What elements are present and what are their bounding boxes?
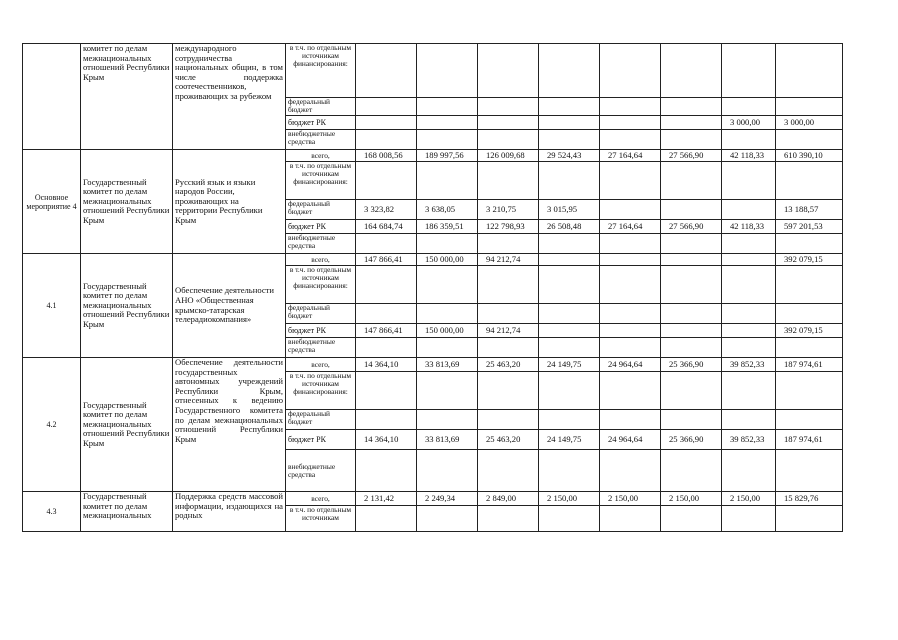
activity-name-cell: Поддержка средств массовой информации, издающихся на родных (173, 492, 286, 532)
value-cell (478, 338, 539, 358)
value-cell (661, 116, 722, 130)
row-number-cell (23, 44, 81, 150)
value-cell: 186 359,51 (417, 220, 478, 234)
value-cell (478, 450, 539, 492)
value-cell (539, 234, 600, 254)
value-cell (356, 44, 417, 98)
value-cell (417, 162, 478, 200)
value-cell: 33 813,69 (417, 358, 478, 372)
value-cell (478, 130, 539, 150)
value-cell (600, 338, 661, 358)
value-cell: 3 015,95 (539, 200, 600, 220)
source-cell: в т.ч. по отдельным источникам финансирования: (286, 266, 356, 304)
value-cell (539, 450, 600, 492)
value-cell (776, 266, 843, 304)
activity-name-cell: Обеспечение деятельности государственных автономных учреждений Республики Крым, отнесенных к ведению Государственного комитета по делам межнациональных отношений Республики Крым (173, 358, 286, 492)
value-cell (539, 324, 600, 338)
value-cell (661, 254, 722, 266)
value-cell (539, 266, 600, 304)
value-cell: 14 364,10 (356, 430, 417, 450)
value-cell: 94 212,74 (478, 324, 539, 338)
value-cell: 27 164,64 (600, 220, 661, 234)
value-cell (356, 372, 417, 410)
value-cell (661, 44, 722, 98)
value-cell (600, 410, 661, 430)
source-cell: федеральный бюджет (286, 304, 356, 324)
value-cell (722, 410, 776, 430)
value-cell (776, 130, 843, 150)
value-cell (600, 234, 661, 254)
value-cell: 2 131,42 (356, 492, 417, 506)
value-cell (722, 324, 776, 338)
value-cell (478, 98, 539, 116)
row-number-cell: 4.2 (23, 358, 81, 492)
value-cell (356, 162, 417, 200)
activity-name-cell: Русский язык и языки народов России, проживающих на территории Республики Крым (173, 150, 286, 254)
value-cell: 25 366,90 (661, 430, 722, 450)
value-cell: 25 463,20 (478, 430, 539, 450)
row-number-cell: Основное мероприятие 4 (23, 150, 81, 254)
value-cell: 14 364,10 (356, 358, 417, 372)
value-cell: 24 964,64 (600, 430, 661, 450)
value-cell (600, 254, 661, 266)
value-cell (722, 130, 776, 150)
value-cell (776, 162, 843, 200)
value-cell: 27 566,90 (661, 220, 722, 234)
value-cell (722, 506, 776, 532)
value-cell (539, 44, 600, 98)
value-cell (417, 266, 478, 304)
source-cell: бюджет РК (286, 116, 356, 130)
value-cell: 94 212,74 (478, 254, 539, 266)
value-cell (478, 506, 539, 532)
source-cell: бюджет РК (286, 324, 356, 338)
value-cell (478, 304, 539, 324)
value-cell (776, 98, 843, 116)
value-cell: 24 149,75 (539, 358, 600, 372)
value-cell (776, 234, 843, 254)
value-cell (356, 116, 417, 130)
value-cell (722, 450, 776, 492)
value-cell (539, 338, 600, 358)
value-cell: 25 366,90 (661, 358, 722, 372)
value-cell: 27 164,64 (600, 150, 661, 162)
value-cell (417, 450, 478, 492)
activity-name-cell: Обеспечение деятельности АНО «Общественная крымско-татарская телерадиокомпания» (173, 254, 286, 358)
source-cell: внебюджетные средства (286, 338, 356, 358)
value-cell (417, 304, 478, 324)
value-cell (539, 116, 600, 130)
value-cell: 126 009,68 (478, 150, 539, 162)
value-cell (722, 304, 776, 324)
value-cell (600, 98, 661, 116)
source-cell: всего, (286, 150, 356, 162)
value-cell: 164 684,74 (356, 220, 417, 234)
value-cell: 2 249,34 (417, 492, 478, 506)
value-cell (539, 98, 600, 116)
source-cell: внебюджетные средства (286, 234, 356, 254)
value-cell (356, 450, 417, 492)
value-cell (417, 338, 478, 358)
executor-cell: Государственный комитет по делам межнациональных (81, 492, 173, 532)
value-cell: 2 849,00 (478, 492, 539, 506)
value-cell: 2 150,00 (661, 492, 722, 506)
value-cell: 122 798,93 (478, 220, 539, 234)
value-cell: 39 852,33 (722, 430, 776, 450)
value-cell (661, 162, 722, 200)
value-cell: 189 997,56 (417, 150, 478, 162)
value-cell (356, 130, 417, 150)
value-cell (417, 372, 478, 410)
value-cell (417, 98, 478, 116)
value-cell (661, 450, 722, 492)
table-row (23, 492, 843, 506)
value-cell (776, 506, 843, 532)
value-cell (661, 234, 722, 254)
value-cell (722, 266, 776, 304)
value-cell (539, 254, 600, 266)
value-cell (539, 304, 600, 324)
value-cell: 147 866,41 (356, 254, 417, 266)
value-cell (600, 266, 661, 304)
activity-name-cell: международного сотрудничества национальных общин, в том числе поддержка соотечественников, проживающих за рубежом (173, 44, 286, 150)
value-cell (356, 304, 417, 324)
value-cell (776, 304, 843, 324)
value-cell (600, 372, 661, 410)
value-cell: 392 079,15 (776, 324, 843, 338)
value-cell (661, 372, 722, 410)
value-cell: 3 323,82 (356, 200, 417, 220)
value-cell (661, 130, 722, 150)
source-cell: федеральный бюджет (286, 98, 356, 116)
table-row (23, 150, 843, 162)
value-cell (600, 304, 661, 324)
value-cell (722, 234, 776, 254)
value-cell: 24 149,75 (539, 430, 600, 450)
value-cell (661, 338, 722, 358)
value-cell (417, 506, 478, 532)
value-cell (776, 410, 843, 430)
value-cell (722, 254, 776, 266)
source-cell: всего, (286, 492, 356, 506)
value-cell: 42 118,33 (722, 150, 776, 162)
value-cell (600, 44, 661, 98)
value-cell (661, 266, 722, 304)
value-cell: 610 390,10 (776, 150, 843, 162)
value-cell (478, 162, 539, 200)
value-cell: 33 813,69 (417, 430, 478, 450)
value-cell (722, 338, 776, 358)
value-cell: 26 508,48 (539, 220, 600, 234)
value-cell (661, 410, 722, 430)
value-cell (600, 450, 661, 492)
value-cell (417, 130, 478, 150)
value-cell: 29 524,43 (539, 150, 600, 162)
value-cell (776, 44, 843, 98)
value-cell (356, 506, 417, 532)
value-cell (661, 98, 722, 116)
value-cell (478, 116, 539, 130)
value-cell: 187 974,61 (776, 430, 843, 450)
source-cell: в т.ч. по отдельным источникам финансирования: (286, 372, 356, 410)
source-cell: в т.ч. по отдельным источникам финансирования: (286, 162, 356, 200)
value-cell (417, 410, 478, 430)
value-cell (417, 116, 478, 130)
value-cell: 150 000,00 (417, 254, 478, 266)
executor-cell: Государственный комитет по делам межнациональных отношений Республики Крым (81, 254, 173, 358)
value-cell (356, 338, 417, 358)
source-cell: в т.ч. по отдельным источникам (286, 506, 356, 532)
value-cell: 3 210,75 (478, 200, 539, 220)
value-cell (600, 324, 661, 338)
value-cell: 2 150,00 (600, 492, 661, 506)
value-cell (356, 266, 417, 304)
executor-cell: комитет по делам межнациональных отношений Республики Крым (81, 44, 173, 150)
source-cell: внебюджетные средства (286, 130, 356, 150)
value-cell: 42 118,33 (722, 220, 776, 234)
value-cell: 24 964,64 (600, 358, 661, 372)
value-cell (722, 200, 776, 220)
value-cell: 3 638,05 (417, 200, 478, 220)
source-cell: федеральный бюджет (286, 200, 356, 220)
value-cell (478, 234, 539, 254)
source-cell: бюджет РК (286, 220, 356, 234)
value-cell (722, 44, 776, 98)
value-cell: 147 866,41 (356, 324, 417, 338)
value-cell: 2 150,00 (722, 492, 776, 506)
value-cell (478, 372, 539, 410)
value-cell: 13 188,57 (776, 200, 843, 220)
value-cell (539, 130, 600, 150)
value-cell (776, 372, 843, 410)
value-cell (478, 410, 539, 430)
source-cell: в т.ч. по отдельным источникам финансирования: (286, 44, 356, 98)
value-cell: 3 000,00 (776, 116, 843, 130)
value-cell (539, 372, 600, 410)
value-cell (539, 410, 600, 430)
value-cell (661, 304, 722, 324)
table-row (23, 254, 843, 266)
table-row (23, 44, 843, 98)
executor-cell: Государственный комитет по делам межнациональных отношений Республики Крым (81, 358, 173, 492)
value-cell (722, 162, 776, 200)
value-cell (661, 324, 722, 338)
value-cell (600, 162, 661, 200)
value-cell (539, 506, 600, 532)
value-cell (539, 162, 600, 200)
value-cell (661, 200, 722, 220)
value-cell (478, 266, 539, 304)
value-cell (722, 372, 776, 410)
value-cell (600, 506, 661, 532)
row-number-cell: 4.3 (23, 492, 81, 532)
value-cell: 392 079,15 (776, 254, 843, 266)
source-cell: бюджет РК (286, 430, 356, 450)
value-cell (417, 234, 478, 254)
value-cell (600, 130, 661, 150)
table-row (23, 358, 843, 372)
value-cell (478, 44, 539, 98)
value-cell (776, 450, 843, 492)
value-cell: 25 463,20 (478, 358, 539, 372)
value-cell: 2 150,00 (539, 492, 600, 506)
value-cell (776, 338, 843, 358)
source-cell: всего, (286, 254, 356, 266)
source-cell: внебюджетные средства (286, 450, 356, 492)
value-cell: 150 000,00 (417, 324, 478, 338)
row-number-cell: 4.1 (23, 254, 81, 358)
value-cell (356, 234, 417, 254)
value-cell (417, 44, 478, 98)
value-cell (356, 410, 417, 430)
value-cell (661, 506, 722, 532)
value-cell: 15 829,76 (776, 492, 843, 506)
value-cell: 39 852,33 (722, 358, 776, 372)
value-cell (356, 98, 417, 116)
budget-table (22, 43, 843, 532)
source-cell: всего, (286, 358, 356, 372)
value-cell: 168 008,56 (356, 150, 417, 162)
value-cell: 3 000,00 (722, 116, 776, 130)
value-cell (600, 200, 661, 220)
value-cell (722, 98, 776, 116)
value-cell (600, 116, 661, 130)
value-cell: 597 201,53 (776, 220, 843, 234)
source-cell: федеральный бюджет (286, 410, 356, 430)
value-cell: 187 974,61 (776, 358, 843, 372)
executor-cell: Государственный комитет по делам межнациональных отношений Республики Крым (81, 150, 173, 254)
budget-table-page (22, 43, 842, 535)
value-cell: 27 566,90 (661, 150, 722, 162)
